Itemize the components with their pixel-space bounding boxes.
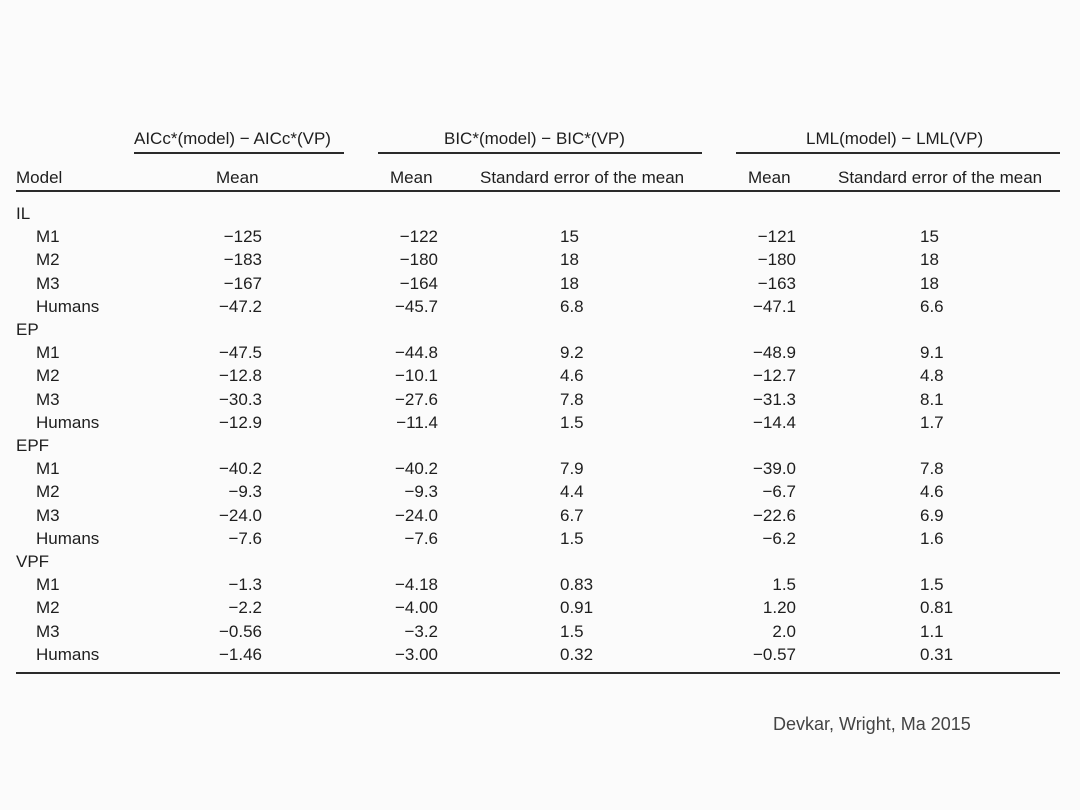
cell-lml-sem: 1.6 [920, 528, 944, 548]
cell-aicc-mean: −47.5 [218, 343, 262, 363]
bottom-rule [16, 672, 1060, 674]
cell-bic-sem: 4.6 [560, 366, 584, 386]
col-header-aicc-mean: Mean [216, 168, 259, 187]
cell-lml-sem: 0.31 [920, 644, 954, 664]
cell-aicc-mean: −30.3 [218, 389, 262, 409]
cell-bic-sem: 9.2 [560, 343, 584, 363]
cell-lml-sem: 4.6 [920, 482, 944, 502]
cell-lml-mean: −48.9 [752, 343, 796, 363]
cell-lml-sem: 1.5 [920, 575, 944, 595]
cell-lml-mean: −14.4 [752, 412, 796, 432]
cell-aicc-mean: −1.3 [228, 575, 262, 595]
cell-bic-sem: 0.91 [560, 598, 594, 618]
cell-bic-sem: 0.32 [560, 644, 594, 664]
cell-lml-sem: 8.1 [920, 389, 944, 409]
cell-model: Humans [36, 296, 100, 316]
col-header-bic-mean: Mean [390, 168, 433, 187]
cell-bic-sem: 6.8 [560, 296, 584, 316]
cell-lml-sem: 4.8 [920, 366, 944, 386]
cell-lml-mean: −39.0 [752, 459, 796, 479]
cell-lml-mean: 2.0 [772, 621, 796, 641]
cell-bic-sem: 1.5 [560, 621, 584, 641]
cell-bic-sem: 18 [560, 250, 579, 270]
cell-lml-mean: −6.7 [762, 482, 796, 502]
cell-bic-mean: −4.00 [394, 598, 438, 618]
cell-model: M2 [36, 598, 60, 618]
group-label: EP [16, 320, 39, 339]
cell-lml-mean: −22.6 [752, 505, 796, 525]
cell-bic-mean: −40.2 [394, 459, 438, 479]
group-label: EPF [16, 436, 50, 455]
cell-bic-mean: −11.4 [396, 412, 438, 432]
cell-aicc-mean: −24.0 [218, 505, 262, 525]
group-header-aicc: AICc*(model) − AICc*(VP) [134, 129, 331, 148]
cell-lml-mean: 1.5 [772, 575, 796, 595]
cell-lml-sem: 18 [920, 273, 939, 293]
cell-bic-mean: −4.18 [394, 575, 438, 595]
cell-model: M2 [36, 482, 60, 502]
cell-lml-mean: −47.1 [752, 296, 796, 316]
cell-model: M1 [36, 343, 60, 363]
group-label: VPF [16, 552, 50, 571]
cell-bic-sem: 7.9 [560, 459, 584, 479]
group-label: IL [16, 204, 31, 223]
cell-model: Humans [36, 412, 100, 432]
cell-lml-mean: −31.3 [752, 389, 796, 409]
cell-aicc-mean: −9.3 [228, 482, 262, 502]
cell-model: M3 [36, 273, 60, 293]
cell-lml-mean: −121 [757, 227, 796, 247]
cell-aicc-mean: −125 [223, 227, 262, 247]
cell-lml-sem: 0.81 [920, 598, 954, 618]
cell-lml-sem: 6.9 [920, 505, 944, 525]
cell-bic-sem: 4.4 [560, 482, 584, 502]
group-header-lml: LML(model) − LML(VP) [806, 129, 984, 148]
cell-lml-mean: −6.2 [762, 528, 796, 548]
group-header-bic: BIC*(model) − BIC*(VP) [444, 129, 625, 148]
cell-aicc-mean: −2.2 [228, 598, 262, 618]
cell-bic-sem: 18 [560, 273, 579, 293]
cell-lml-sem: 15 [920, 227, 939, 247]
cell-lml-mean: −163 [757, 273, 796, 293]
cell-model: M2 [36, 250, 60, 270]
cell-bic-mean: −122 [399, 227, 438, 247]
col-header-lml-mean: Mean [748, 168, 791, 187]
cell-lml-sem: 1.1 [920, 621, 944, 641]
header-rule [16, 190, 1060, 192]
cell-bic-mean: −10.1 [394, 366, 438, 386]
cell-lml-sem: 1.7 [920, 412, 944, 432]
cell-bic-mean: −180 [399, 250, 438, 270]
cell-model: M1 [36, 459, 60, 479]
group-rule-lml [736, 152, 1060, 154]
col-header-model: Model [16, 168, 63, 187]
cell-lml-mean: −12.7 [752, 366, 796, 386]
citation: Devkar, Wright, Ma 2015 [773, 714, 971, 734]
cell-bic-sem: 7.8 [560, 389, 584, 409]
cell-bic-mean: −164 [399, 273, 438, 293]
group-rule-aicc [134, 152, 344, 154]
cell-bic-mean: −7.6 [404, 528, 438, 548]
cell-model: M1 [36, 227, 60, 247]
col-header-lml-sem: Standard error of the mean [838, 168, 1043, 187]
cell-aicc-mean: −167 [223, 273, 262, 293]
cell-bic-mean: −24.0 [394, 505, 438, 525]
cell-bic-mean: −3.2 [404, 621, 438, 641]
cell-lml-mean: 1.20 [762, 598, 796, 618]
cell-model: M3 [36, 389, 60, 409]
cell-bic-sem: 1.5 [560, 412, 584, 432]
cell-aicc-mean: −0.56 [218, 621, 262, 641]
cell-aicc-mean: −1.46 [218, 644, 262, 664]
cell-bic-mean: −9.3 [404, 482, 438, 502]
cell-model: M1 [36, 575, 60, 595]
cell-lml-sem: 18 [920, 250, 939, 270]
cell-bic-mean: −44.8 [394, 343, 438, 363]
cell-lml-mean: −0.57 [752, 644, 796, 664]
cell-model: M3 [36, 505, 60, 525]
cell-bic-sem: 15 [560, 227, 579, 247]
cell-bic-sem: 1.5 [560, 528, 584, 548]
cell-bic-mean: −3.00 [394, 644, 438, 664]
cell-aicc-mean: −12.8 [218, 366, 262, 386]
cell-lml-sem: 6.6 [920, 296, 944, 316]
cell-lml-sem: 7.8 [920, 459, 944, 479]
cell-aicc-mean: −12.9 [218, 412, 262, 432]
cell-model: M3 [36, 621, 60, 641]
cell-bic-mean: −27.6 [394, 389, 438, 409]
cell-aicc-mean: −183 [223, 250, 262, 270]
cell-bic-mean: −45.7 [394, 296, 438, 316]
cell-bic-sem: 6.7 [560, 505, 584, 525]
col-header-bic-sem: Standard error of the mean [480, 168, 685, 187]
cell-model: Humans [36, 644, 100, 664]
group-rule-bic [378, 152, 702, 154]
cell-aicc-mean: −7.6 [228, 528, 262, 548]
cell-lml-sem: 9.1 [920, 343, 944, 363]
cell-lml-mean: −180 [757, 250, 796, 270]
cell-bic-sem: 0.83 [560, 575, 594, 595]
cell-aicc-mean: −47.2 [218, 296, 262, 316]
cell-aicc-mean: −40.2 [218, 459, 262, 479]
cell-model: M2 [36, 366, 60, 386]
cell-model: Humans [36, 528, 100, 548]
